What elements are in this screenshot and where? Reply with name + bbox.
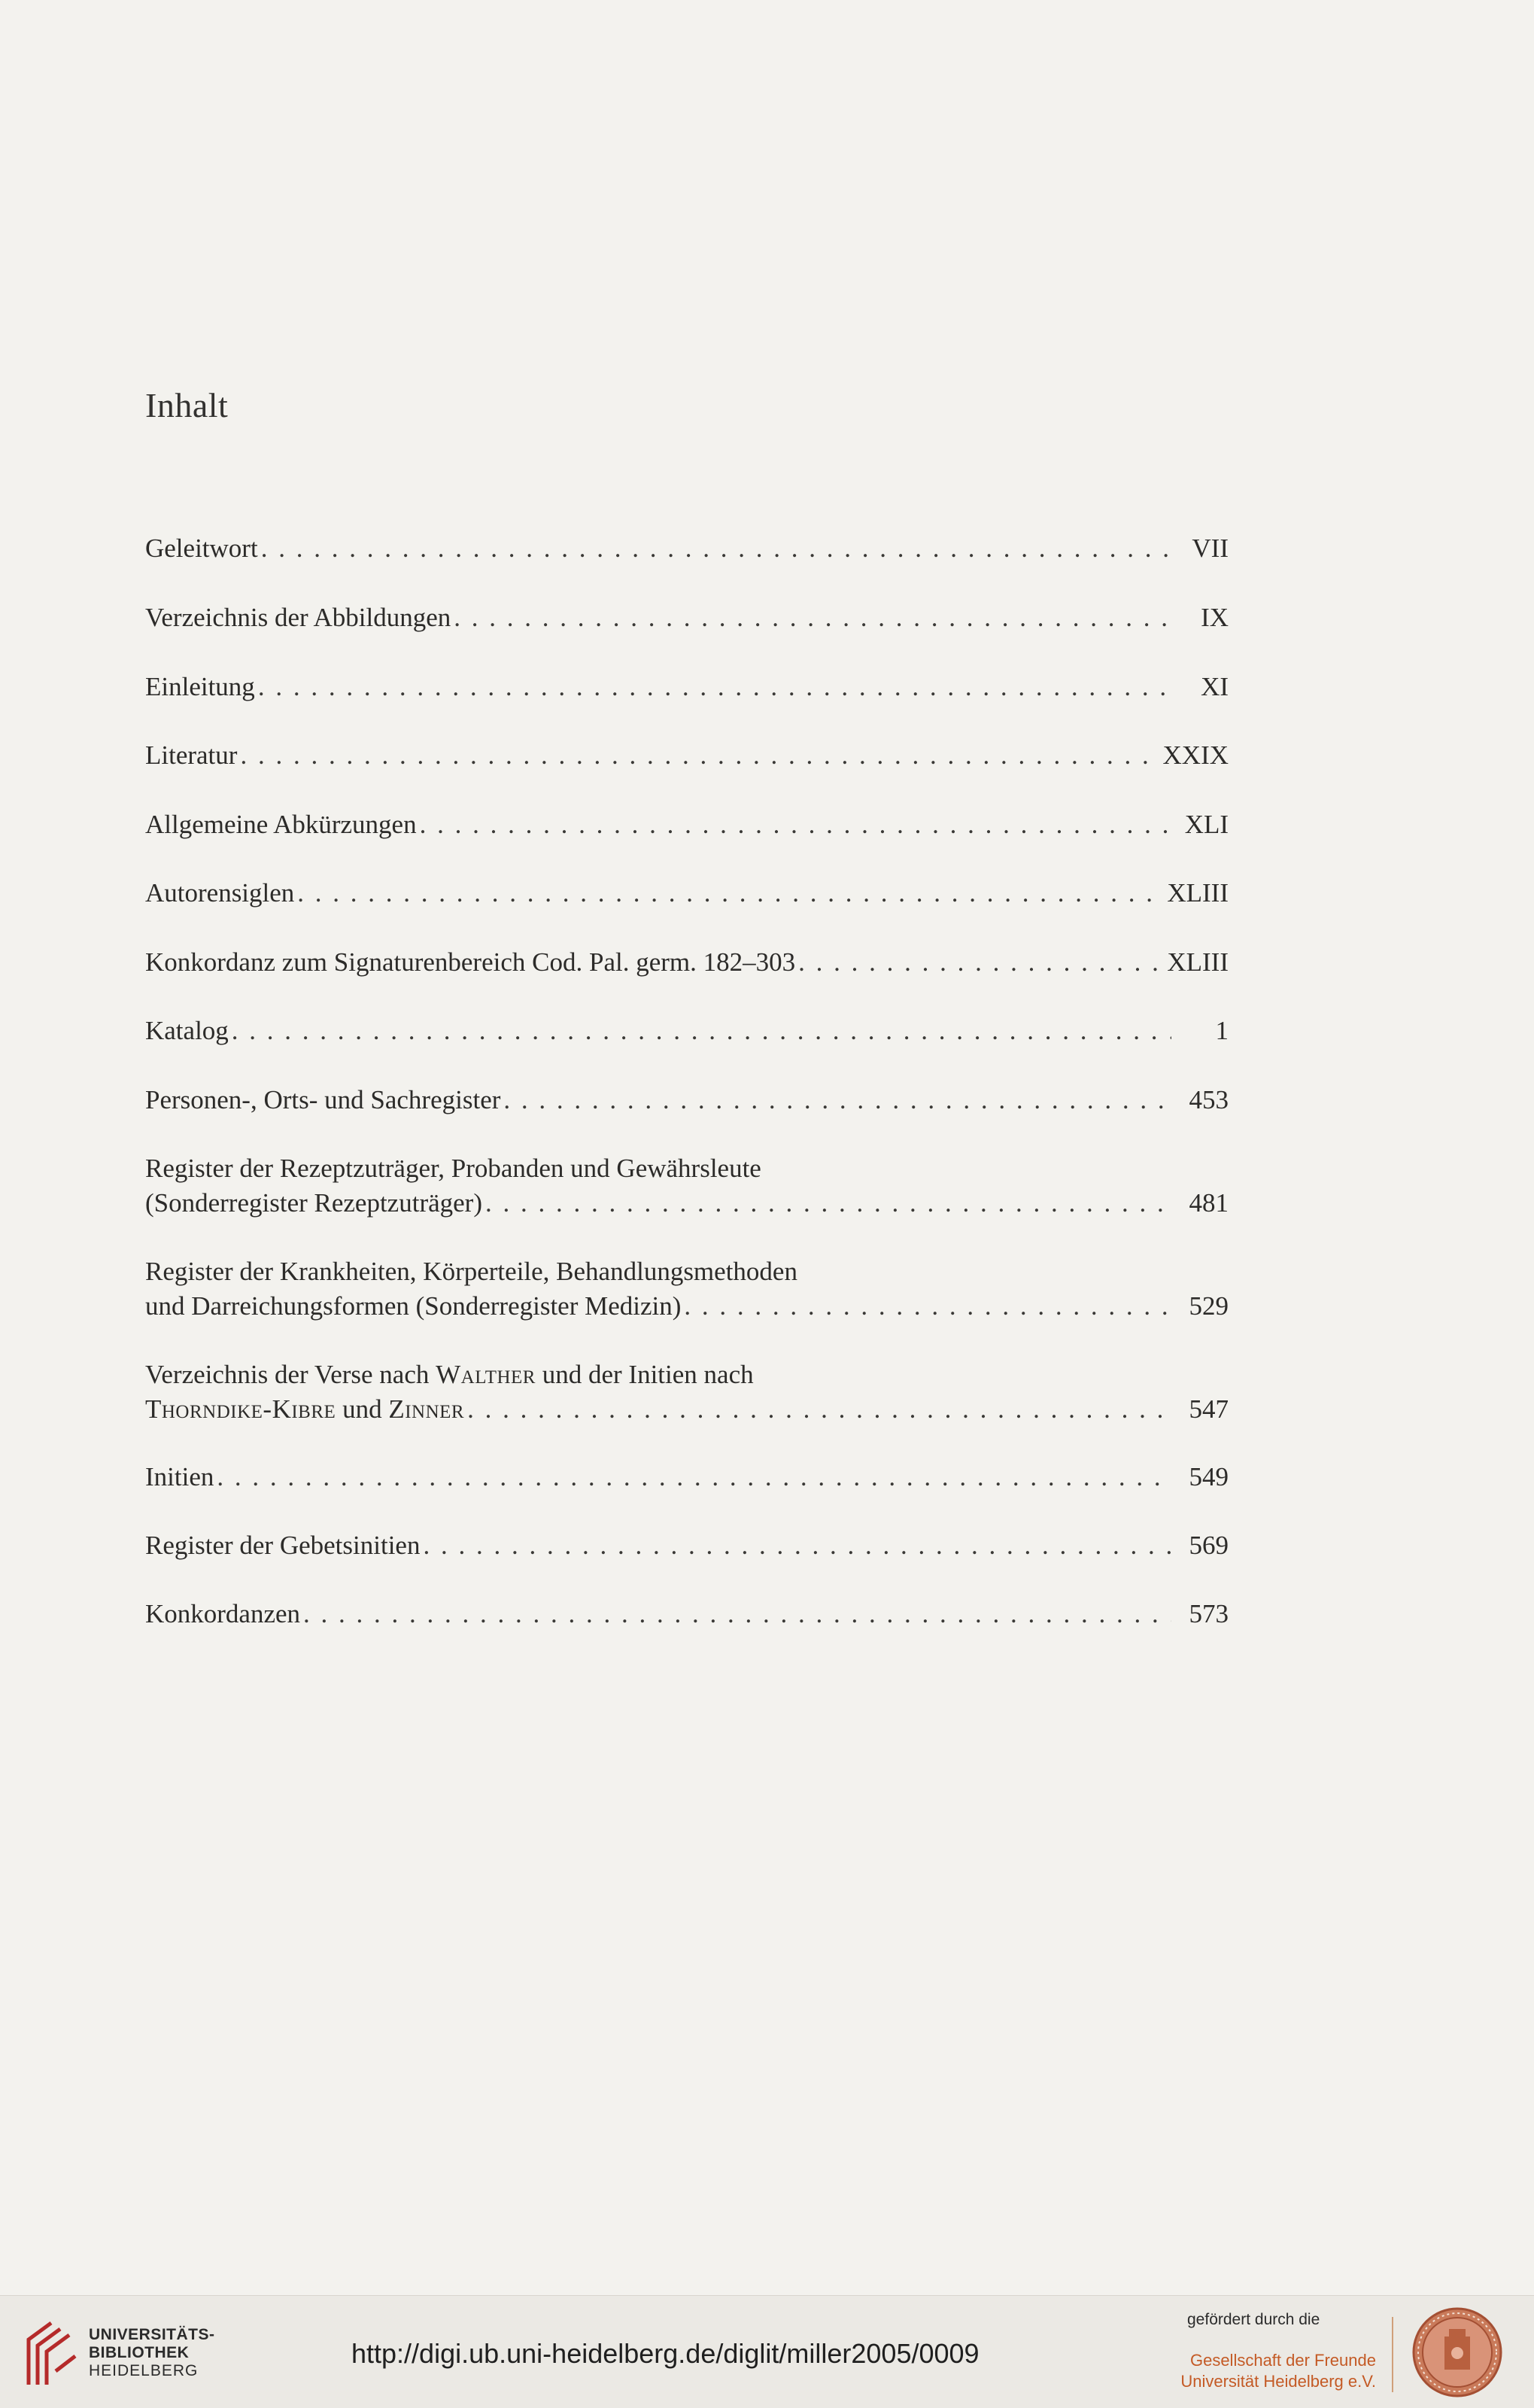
leader-dots: [503, 1083, 1171, 1117]
digitization-footer: [0, 2295, 1534, 2408]
toc-label: Personen-, Orts- und Sachregister: [145, 1085, 501, 1114]
toc-page: XLI: [1184, 810, 1229, 839]
leader-dots: [798, 945, 1162, 980]
sponsor-intro: gefördert durch die: [1187, 2311, 1320, 2328]
library-name-line: BIBLIOTHEK: [89, 2344, 190, 2361]
toc-page: 529: [1189, 1291, 1229, 1321]
toc-entry: [145, 876, 1229, 911]
library-name: [89, 2326, 215, 2380]
toc-label: Autorensiglen: [145, 878, 295, 908]
leader-dots: [684, 1289, 1171, 1324]
leader-dots: [261, 531, 1171, 566]
toc-entry: [145, 945, 1229, 980]
author-name: Walther: [436, 1360, 536, 1389]
toc-page: 1: [1215, 1016, 1229, 1045]
toc-entry: [145, 670, 1229, 704]
toc-label: Register der Gebetsinitien: [145, 1531, 421, 1560]
toc-label: (Sonderregister Rezeptzuträger): [145, 1188, 482, 1218]
leader-dots: [297, 876, 1162, 911]
toc-page: XLIII: [1167, 878, 1229, 908]
leader-dots: [240, 738, 1158, 773]
toc-label-line1: Register der Rezeptzuträger, Probanden und Gewährsleute: [145, 1154, 761, 1183]
toc-entry: [145, 807, 1229, 842]
sponsor-name-line: Gesellschaft der Freunde: [1189, 2351, 1376, 2370]
leader-dots: [232, 1014, 1171, 1048]
toc-entry: [145, 1528, 1229, 1563]
footer-divider: [1392, 2317, 1393, 2392]
toc-page: 453: [1189, 1085, 1229, 1114]
toc-page: 481: [1189, 1188, 1229, 1218]
toc-label: [145, 1392, 464, 1427]
toc-page: 569: [1189, 1531, 1229, 1560]
toc-entry: [145, 1014, 1229, 1048]
toc-page: IX: [1201, 603, 1229, 632]
toc-page: XI: [1201, 672, 1229, 701]
toc-entry: [145, 738, 1229, 773]
toc-entry: [145, 1151, 1229, 1221]
university-seal-icon: [1411, 2306, 1503, 2398]
toc-label: Initien: [145, 1462, 214, 1491]
author-name: Thorndike-Kibre: [145, 1394, 336, 1424]
toc-entry: [145, 1254, 1229, 1324]
leader-dots: [485, 1186, 1171, 1221]
toc-page: VII: [1192, 534, 1229, 563]
toc-entry: [145, 1460, 1229, 1494]
sponsor-name-line: Universität Heidelberg e.V.: [1180, 2372, 1376, 2391]
leader-dots: [303, 1597, 1171, 1631]
library-name-line: HEIDELBERG: [89, 2362, 199, 2379]
toc-label: Allgemeine Abkürzungen: [145, 810, 417, 839]
permalink-url[interactable]: http://digi.ub.uni-heidelberg.de/diglit/miller2005/0009: [351, 2338, 980, 2369]
toc-page: XXIX: [1162, 740, 1229, 770]
leader-dots: [423, 1528, 1171, 1563]
toc-label: und Darreichungsformen (Sonderregister Medizin): [145, 1291, 682, 1321]
toc-label: Geleitwort: [145, 534, 258, 563]
page-title: Inhalt: [145, 386, 229, 424]
toc-label: Einleitung: [145, 672, 255, 701]
toc-label-line1: Register der Krankheiten, Körperteile, Behandlungsmethoden: [145, 1257, 797, 1286]
toc-label-part: Verzeichnis der Verse nach: [145, 1360, 436, 1389]
toc-page: XLIII: [1167, 947, 1229, 977]
toc-entry: [145, 1597, 1229, 1631]
toc-label-line1: [145, 1358, 1229, 1392]
toc-label-part: und der Initien nach: [535, 1360, 754, 1389]
toc-label-part: und: [336, 1394, 389, 1424]
library-name-line: UNIVERSITÄTS-: [89, 2326, 215, 2343]
toc-label: Literatur: [145, 740, 238, 770]
toc-page: 573: [1189, 1599, 1229, 1628]
toc-entry: [145, 1358, 1229, 1427]
sponsor-name: [1180, 2350, 1376, 2392]
toc-entry: [145, 600, 1229, 635]
toc-label: Verzeichnis der Abbildungen: [145, 603, 451, 632]
author-name: Zinner: [388, 1394, 465, 1424]
leader-dots: [217, 1460, 1171, 1494]
leader-dots: [467, 1392, 1171, 1427]
leader-dots: [420, 807, 1171, 842]
toc-label: Katalog: [145, 1016, 229, 1045]
toc-label: Konkordanzen: [145, 1599, 301, 1628]
leader-dots: [454, 600, 1171, 635]
toc-entry: [145, 1083, 1229, 1117]
toc-entry: [145, 531, 1229, 566]
leader-dots: [258, 670, 1171, 704]
toc-page: 547: [1189, 1394, 1229, 1424]
library-logo-icon: [21, 2317, 83, 2389]
toc-page: 549: [1189, 1462, 1229, 1491]
toc-label: Konkordanz zum Signaturenbereich Cod. Pal. germ. 182–303: [145, 947, 796, 977]
